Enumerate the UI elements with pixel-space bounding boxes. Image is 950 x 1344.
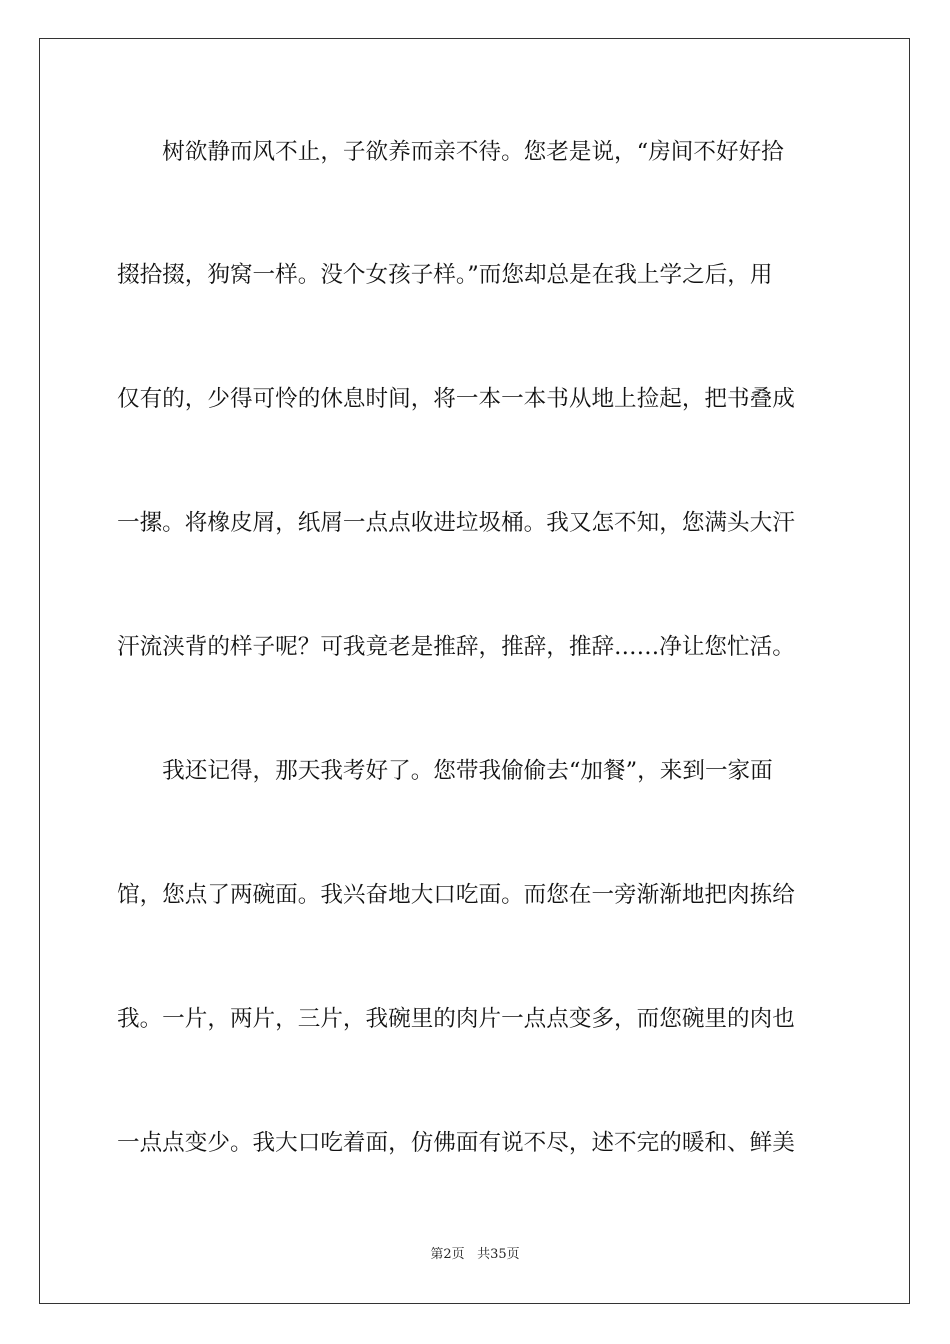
- text-line: 仅有的，少得可怜的休息时间，将一本一本书从地上捡起，把书叠成: [117, 386, 795, 412]
- text-line: 汗流浃背的样子呢？可我竟老是推辞，推辞，推辞……净让您忙活。: [117, 634, 795, 660]
- text-line: 掇拾掇，狗窝一样。没个女孩子样。”而您却总是在我上学之后，用: [117, 262, 773, 288]
- page-border: [39, 38, 910, 1304]
- page-number: 第2页: [430, 1247, 465, 1262]
- text-line: 我还记得，那天我考好了。您带我偷偷去“加餐”，来到一家面: [117, 758, 773, 784]
- text-line: 树欲静而风不止，子欲养而亲不待。您老是说，“房间不好好拾: [117, 139, 784, 165]
- text-line: 一点点变少。我大口吃着面，仿佛面有说不尽，述不完的暖和、鲜美: [117, 1130, 795, 1156]
- text-line: 我。一片，两片，三片，我碗里的肉片一点点变多，而您碗里的肉也: [117, 1006, 795, 1032]
- text-line: 馆，您点了两碗面。我兴奋地大口吃面。而您在一旁渐渐地把肉拣给: [117, 882, 795, 908]
- text-line: 一摞。将橡皮屑，纸屑一点点收进垃圾桶。我又怎不知，您满头大汗: [117, 510, 795, 536]
- page-footer: [0, 1246, 950, 1264]
- page-total: 共35页: [477, 1247, 520, 1262]
